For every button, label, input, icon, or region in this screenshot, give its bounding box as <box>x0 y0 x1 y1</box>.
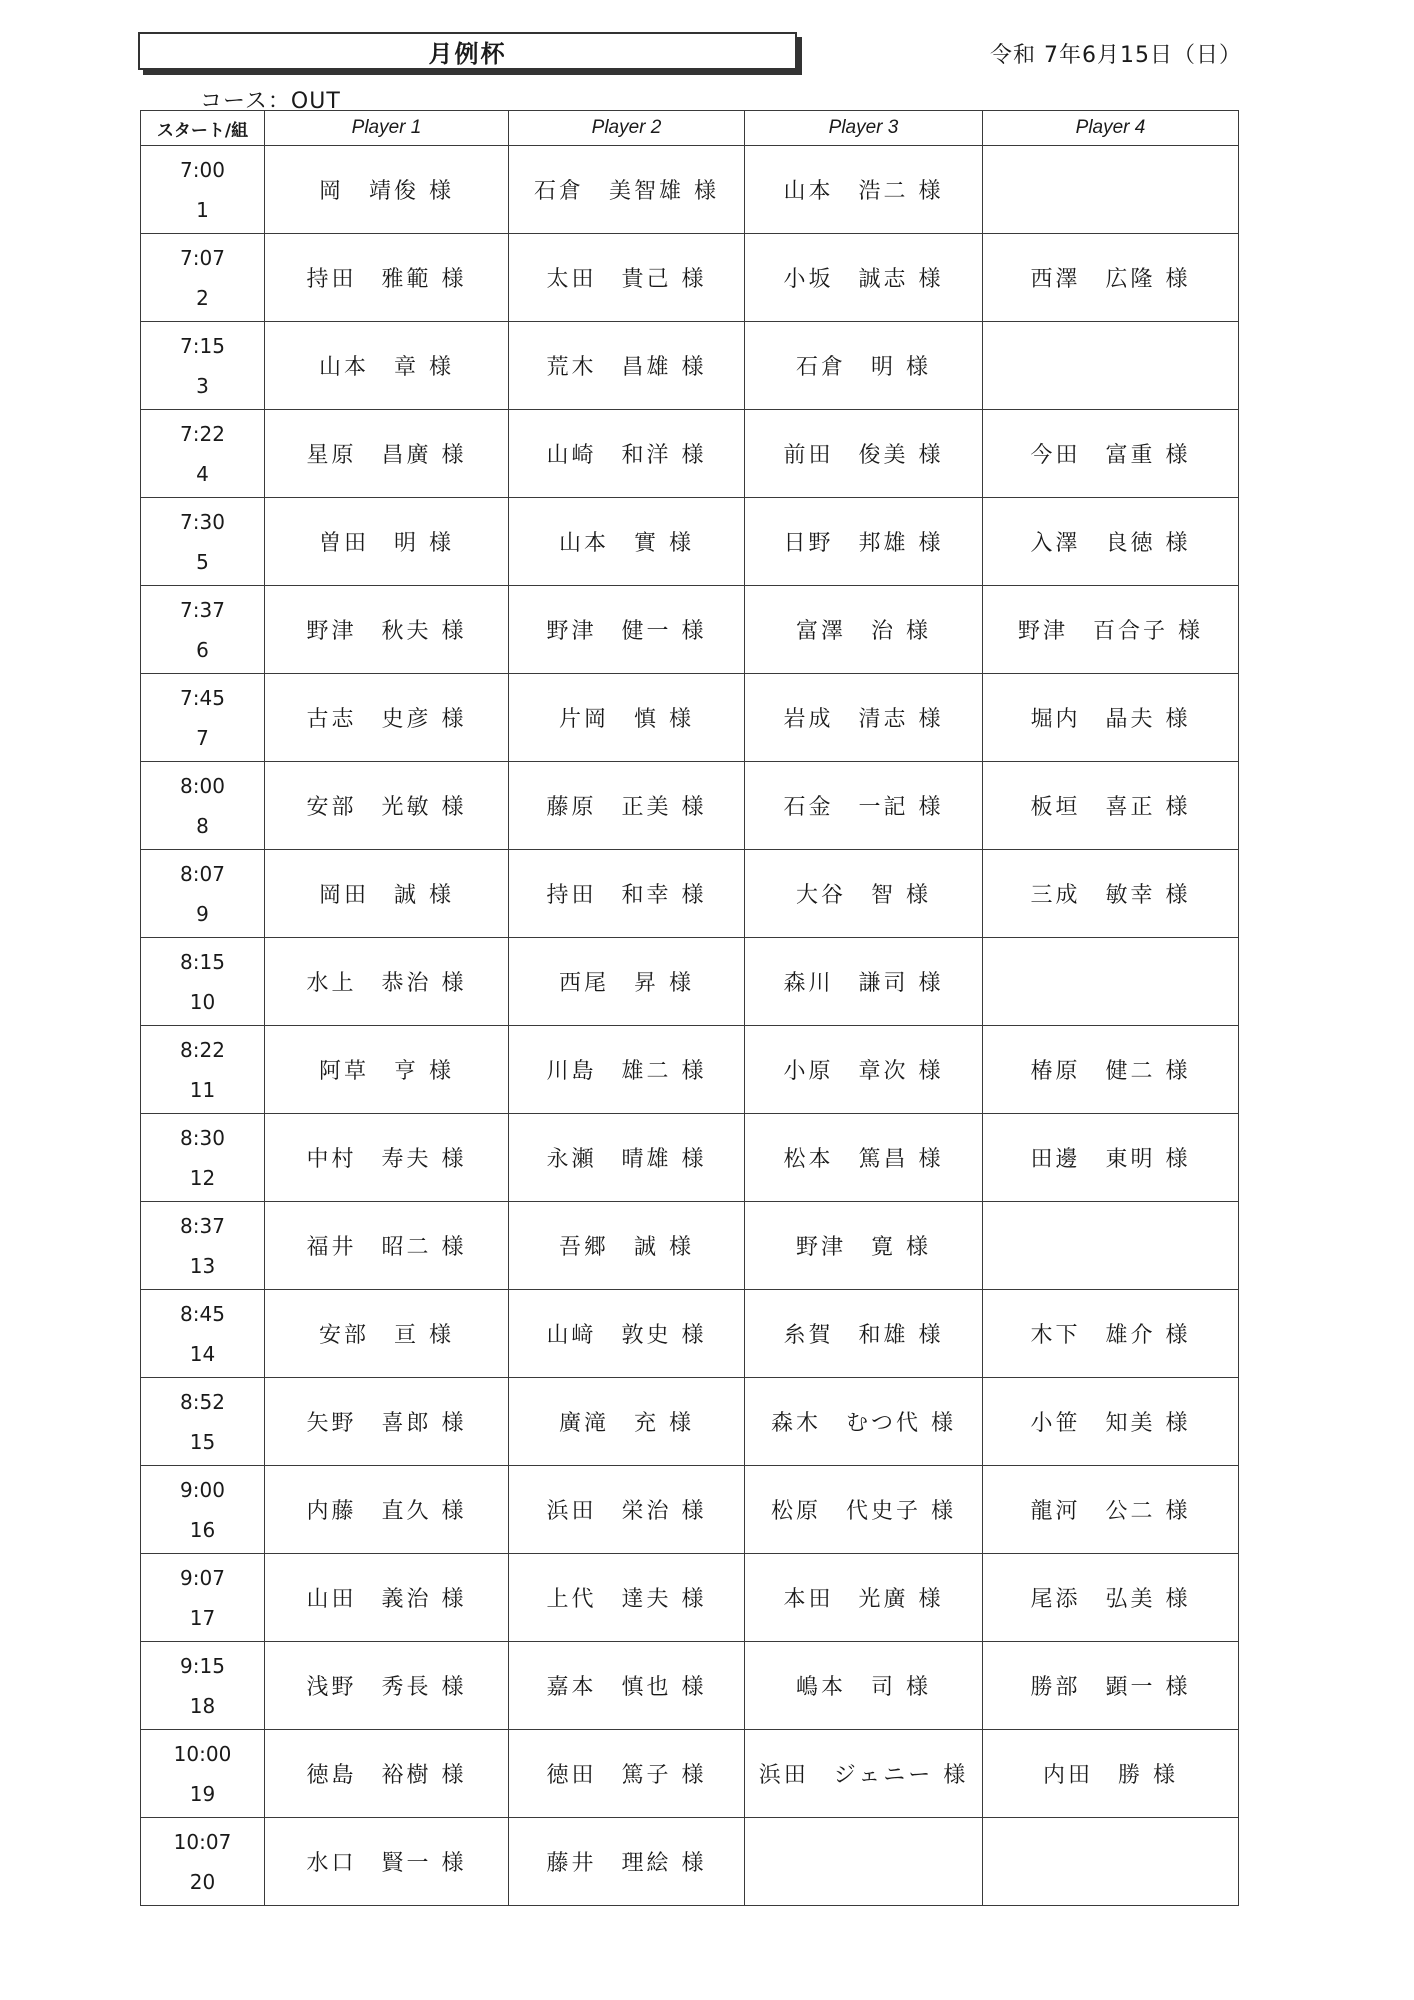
player-1-cell: 星原 昌廣 様 <box>265 410 509 498</box>
player-3-cell: 大谷 智 様 <box>745 850 983 938</box>
player-1-cell: 古志 史彦 様 <box>265 674 509 762</box>
start-time: 8:15 <box>180 949 225 974</box>
player-1-cell: 福井 昭二 様 <box>265 1202 509 1290</box>
player-4-cell: 入澤 良徳 様 <box>983 498 1239 586</box>
player-1-cell: 曽田 明 様 <box>265 498 509 586</box>
table-row <box>141 1642 1239 1730</box>
player-1-cell: 野津 秋夫 様 <box>265 586 509 674</box>
column-header-player-1: Player 1 <box>265 111 509 146</box>
start-cell <box>141 586 265 674</box>
player-3-cell: 富澤 治 様 <box>745 586 983 674</box>
player-1-cell: 安部 亘 様 <box>265 1290 509 1378</box>
start-cell <box>141 498 265 586</box>
player-3-cell: 野津 寛 様 <box>745 1202 983 1290</box>
table-row <box>141 1818 1239 1906</box>
start-cell <box>141 1642 265 1730</box>
player-4-cell: 三成 敏幸 様 <box>983 850 1239 938</box>
group-number: 7 <box>196 725 209 750</box>
group-number: 5 <box>196 549 209 574</box>
player-2-cell: 吾郷 誠 様 <box>509 1202 745 1290</box>
player-1-cell: 岡 靖俊 様 <box>265 146 509 234</box>
player-2-cell: 野津 健一 様 <box>509 586 745 674</box>
table-row <box>141 146 1239 234</box>
player-3-cell: 前田 俊美 様 <box>745 410 983 498</box>
start-time: 8:30 <box>180 1125 225 1150</box>
group-number: 17 <box>189 1605 216 1630</box>
start-time: 7:22 <box>180 421 225 446</box>
player-4-cell: 椿原 健二 様 <box>983 1026 1239 1114</box>
table-row <box>141 1466 1239 1554</box>
player-1-cell: 岡田 誠 様 <box>265 850 509 938</box>
player-4-cell: 龍河 公二 様 <box>983 1466 1239 1554</box>
player-1-cell: 山本 章 様 <box>265 322 509 410</box>
player-2-cell: 片岡 慎 様 <box>509 674 745 762</box>
player-1-cell: 水上 恭治 様 <box>265 938 509 1026</box>
column-header-player-2: Player 2 <box>509 111 745 146</box>
group-number: 11 <box>189 1077 216 1102</box>
column-header-start: スタート/組 <box>141 111 265 146</box>
group-number: 19 <box>189 1781 216 1806</box>
table-row <box>141 234 1239 322</box>
table-row <box>141 1730 1239 1818</box>
table-row <box>141 1114 1239 1202</box>
start-time: 9:15 <box>180 1653 225 1678</box>
player-2-cell: 石倉 美智雄 様 <box>509 146 745 234</box>
table-row <box>141 410 1239 498</box>
start-cell <box>141 410 265 498</box>
group-number: 13 <box>189 1253 216 1278</box>
player-1-cell: 中村 寿夫 様 <box>265 1114 509 1202</box>
player-2-cell: 西尾 昇 様 <box>509 938 745 1026</box>
player-2-cell: 嘉本 慎也 様 <box>509 1642 745 1730</box>
table-row <box>141 1290 1239 1378</box>
player-1-cell: 水口 賢一 様 <box>265 1818 509 1906</box>
start-cell <box>141 674 265 762</box>
player-4-cell: 野津 百合子 様 <box>983 586 1239 674</box>
player-4-cell <box>983 1818 1239 1906</box>
player-2-cell: 廣滝 充 様 <box>509 1378 745 1466</box>
player-2-cell: 太田 貴己 様 <box>509 234 745 322</box>
start-time: 7:30 <box>180 509 225 534</box>
player-4-cell <box>983 1202 1239 1290</box>
group-number: 6 <box>196 637 209 662</box>
table-row <box>141 322 1239 410</box>
player-3-cell: 森川 謙司 様 <box>745 938 983 1026</box>
start-cell <box>141 1378 265 1466</box>
start-time: 8:37 <box>180 1213 225 1238</box>
start-cell <box>141 1554 265 1642</box>
group-number: 14 <box>189 1341 216 1366</box>
group-number: 9 <box>196 901 209 926</box>
group-number: 2 <box>196 285 209 310</box>
course-label: コース：OUT <box>200 89 341 114</box>
start-cell <box>141 146 265 234</box>
start-time: 9:00 <box>180 1477 225 1502</box>
player-3-cell: 小坂 誠志 様 <box>745 234 983 322</box>
start-time: 10:07 <box>173 1829 232 1854</box>
start-time: 9:07 <box>180 1565 225 1590</box>
player-3-cell <box>745 1818 983 1906</box>
player-2-cell: 荒木 昌雄 様 <box>509 322 745 410</box>
group-number: 18 <box>189 1693 216 1718</box>
group-number: 20 <box>189 1869 216 1894</box>
player-2-cell: 藤井 理絵 様 <box>509 1818 745 1906</box>
table-row <box>141 674 1239 762</box>
player-2-cell: 持田 和幸 様 <box>509 850 745 938</box>
player-4-cell: 板垣 喜正 様 <box>983 762 1239 850</box>
player-3-cell: 小原 章次 様 <box>745 1026 983 1114</box>
player-3-cell: 嶋本 司 様 <box>745 1642 983 1730</box>
start-time: 7:15 <box>180 333 225 358</box>
start-time: 8:00 <box>180 773 225 798</box>
start-cell <box>141 322 265 410</box>
player-3-cell: 浜田 ジェニー 様 <box>745 1730 983 1818</box>
player-1-cell: 持田 雅範 様 <box>265 234 509 322</box>
player-2-cell: 徳田 篤子 様 <box>509 1730 745 1818</box>
start-cell <box>141 850 265 938</box>
table-row <box>141 586 1239 674</box>
start-time: 8:52 <box>180 1389 225 1414</box>
player-2-cell: 山本 實 様 <box>509 498 745 586</box>
group-number: 1 <box>196 197 209 222</box>
player-2-cell: 山崎 和洋 様 <box>509 410 745 498</box>
player-3-cell: 糸賀 和雄 様 <box>745 1290 983 1378</box>
start-cell <box>141 1466 265 1554</box>
group-number: 12 <box>189 1165 216 1190</box>
player-4-cell: 小笹 知美 様 <box>983 1378 1239 1466</box>
group-number: 3 <box>196 373 209 398</box>
start-cell <box>141 938 265 1026</box>
player-4-cell <box>983 938 1239 1026</box>
table-row <box>141 850 1239 938</box>
start-time: 8:07 <box>180 861 225 886</box>
page-title: 月例杯 <box>138 32 797 70</box>
player-4-cell: 堀内 晶夫 様 <box>983 674 1239 762</box>
column-header-player-3: Player 3 <box>745 111 983 146</box>
table-row <box>141 1378 1239 1466</box>
player-4-cell: 今田 富重 様 <box>983 410 1239 498</box>
start-time: 10:00 <box>173 1741 232 1766</box>
group-number: 15 <box>189 1429 216 1454</box>
player-4-cell: 田邊 東明 様 <box>983 1114 1239 1202</box>
table-row <box>141 762 1239 850</box>
player-2-cell: 川島 雄二 様 <box>509 1026 745 1114</box>
column-header-player-4: Player 4 <box>983 111 1239 146</box>
player-3-cell: 石金 一記 様 <box>745 762 983 850</box>
player-3-cell: 松本 篤昌 様 <box>745 1114 983 1202</box>
player-1-cell: 阿草 亨 様 <box>265 1026 509 1114</box>
player-1-cell: 矢野 喜郎 様 <box>265 1378 509 1466</box>
player-1-cell: 内藤 直久 様 <box>265 1466 509 1554</box>
start-cell <box>141 1290 265 1378</box>
group-number: 4 <box>196 461 209 486</box>
player-3-cell: 森木 むつ代 様 <box>745 1378 983 1466</box>
player-3-cell: 本田 光廣 様 <box>745 1554 983 1642</box>
player-2-cell: 山﨑 敦史 様 <box>509 1290 745 1378</box>
player-3-cell: 日野 邦雄 様 <box>745 498 983 586</box>
start-time: 7:07 <box>180 245 225 270</box>
player-1-cell: 徳島 裕樹 様 <box>265 1730 509 1818</box>
start-cell <box>141 1730 265 1818</box>
player-4-cell <box>983 146 1239 234</box>
start-time: 7:45 <box>180 685 225 710</box>
player-3-cell: 山本 浩二 様 <box>745 146 983 234</box>
player-4-cell: 勝部 顕一 様 <box>983 1642 1239 1730</box>
player-4-cell: 尾添 弘美 様 <box>983 1554 1239 1642</box>
player-2-cell: 上代 達夫 様 <box>509 1554 745 1642</box>
player-4-cell <box>983 322 1239 410</box>
player-3-cell: 岩成 清志 様 <box>745 674 983 762</box>
table-row <box>141 1202 1239 1290</box>
group-number: 16 <box>189 1517 216 1542</box>
start-time: 8:45 <box>180 1301 225 1326</box>
table-row <box>141 498 1239 586</box>
start-time: 7:00 <box>180 157 225 182</box>
start-time: 7:37 <box>180 597 225 622</box>
player-3-cell: 松原 代史子 様 <box>745 1466 983 1554</box>
player-3-cell: 石倉 明 様 <box>745 322 983 410</box>
player-4-cell: 内田 勝 様 <box>983 1730 1239 1818</box>
player-4-cell: 西澤 広隆 様 <box>983 234 1239 322</box>
start-cell <box>141 1026 265 1114</box>
header-row <box>141 111 1239 146</box>
start-cell <box>141 1818 265 1906</box>
start-cell <box>141 762 265 850</box>
player-4-cell: 木下 雄介 様 <box>983 1290 1239 1378</box>
start-cell <box>141 1202 265 1290</box>
group-number: 8 <box>196 813 209 838</box>
player-2-cell: 浜田 栄治 様 <box>509 1466 745 1554</box>
start-cell <box>141 1114 265 1202</box>
player-1-cell: 安部 光敏 様 <box>265 762 509 850</box>
start-time: 8:22 <box>180 1037 225 1062</box>
event-date: 令和 7年6月15日（日） <box>990 43 1242 68</box>
group-number: 10 <box>189 989 216 1014</box>
start-cell <box>141 234 265 322</box>
table-row <box>141 938 1239 1026</box>
table-row <box>141 1026 1239 1114</box>
tee-time-table <box>140 110 1239 1906</box>
table-row <box>141 1554 1239 1642</box>
player-2-cell: 永瀬 晴雄 様 <box>509 1114 745 1202</box>
player-1-cell: 山田 義治 様 <box>265 1554 509 1642</box>
player-2-cell: 藤原 正美 様 <box>509 762 745 850</box>
player-1-cell: 浅野 秀長 様 <box>265 1642 509 1730</box>
